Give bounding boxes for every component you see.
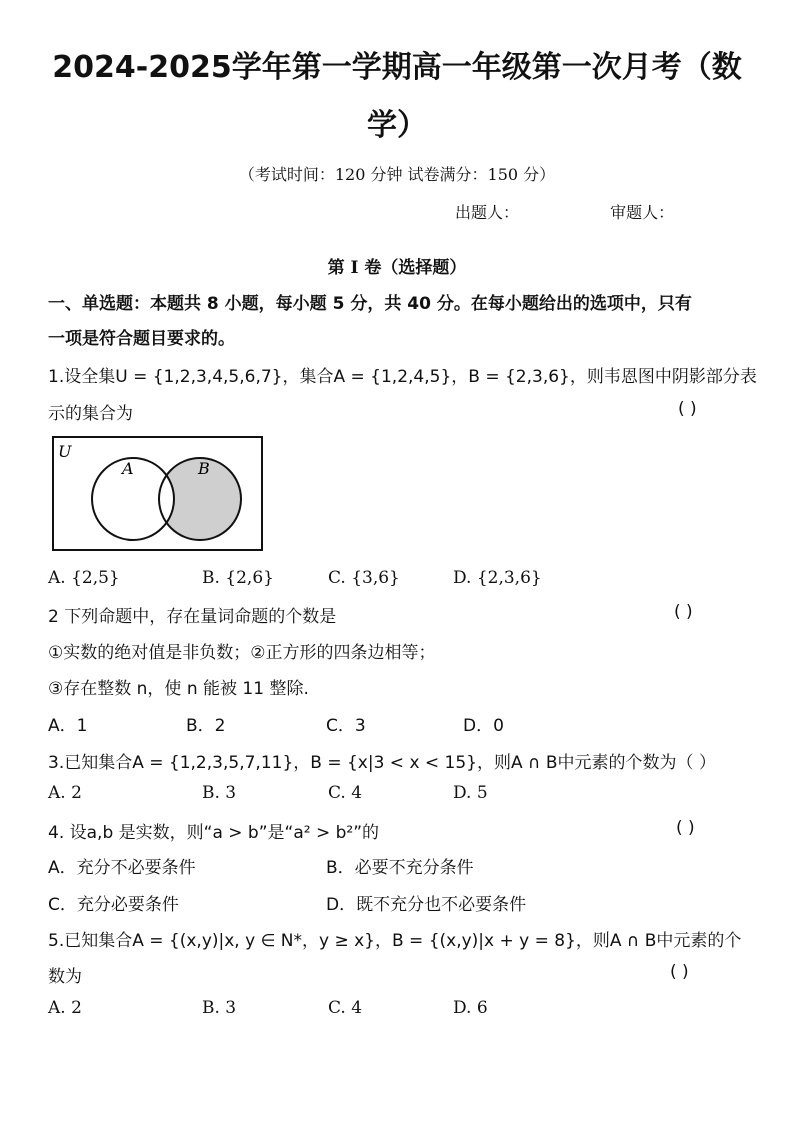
question-2-option-d[interactable]: D．0 (463, 716, 504, 736)
section-instruction-line1: 一、单选题：本题共 8 小题，每小题 5 分，共 40 分。在每小题给出的选项中，只有 (48, 294, 692, 314)
question-5-option-d[interactable]: D. 6 (453, 998, 488, 1018)
exam-title-line1: 2024-2025学年第一学期高一年级第一次月考（数 (52, 50, 742, 85)
venn-diagram (52, 436, 264, 552)
exam-title-line2: 学） (367, 108, 427, 143)
question-2-option-b[interactable]: B．2 (186, 716, 226, 736)
question-5-option-a[interactable]: A. 2 (48, 998, 82, 1018)
question-2-text-line2: ①实数的绝对值是非负数；②正方形的四条边相等； (48, 643, 436, 663)
question-2-text-line1: 2 下列命题中，存在量词命题的个数是 (48, 607, 337, 627)
question-1-answer-paren: ( ) (678, 399, 697, 419)
question-3-option-c[interactable]: C. 4 (328, 783, 363, 803)
question-3-option-d[interactable]: D. 5 (453, 783, 488, 803)
set-a-label: A (122, 459, 134, 478)
question-2-answer-paren: ( ) (674, 602, 693, 622)
question-4-text-line1: 4. 设a,b 是实数，则“a > b”是“a² > b²”的 (48, 823, 380, 843)
question-2-option-a[interactable]: A．1 (48, 716, 88, 736)
question-5-text-line2: 数为 (48, 967, 82, 987)
question-1-text-line2: 示的集合为 (48, 404, 133, 424)
question-1-option-c[interactable]: C. {3,6} (328, 568, 400, 588)
question-1-option-d[interactable]: D. {2,3,6} (453, 568, 542, 588)
question-1-text-line1: 1.设全集U = {1,2,3,4,5,6,7}，集合A = {1,2,4,5}，B = {2,3,6}，则韦恩图中阴影部分表 (48, 367, 757, 387)
question-1-option-b[interactable]: B. {2,6} (202, 568, 274, 588)
question-5-option-b[interactable]: B. 3 (202, 998, 237, 1018)
question-5-text-line1: 5.已知集合A = {(x,y)|x, y ∈ N*，y ≥ x}，B = {(x,y)|x + y = 8}，则A ∩ B中元素的个 (48, 931, 742, 951)
question-2-text-line3: ③存在整数 n，使 n 能被 11 整除. (48, 679, 309, 699)
question-3-text-line1: 3.已知集合A = {1,2,3,5,7,11}，B = {x|3 < x < 15}，则A ∩ B中元素的个数为（ ） (48, 753, 716, 773)
question-1-option-a[interactable]: A. {2,5} (48, 568, 120, 588)
section-title: 第 I 卷（选择题） (327, 258, 467, 278)
question-3-option-a[interactable]: A. 2 (48, 783, 82, 803)
question-4-option-b[interactable]: B．必要不充分条件 (326, 858, 474, 878)
section-instruction-line2: 一项是符合题目要求的。 (48, 329, 235, 349)
question-2-option-c[interactable]: C．3 (326, 716, 366, 736)
reviewer-label: 审题人： (610, 203, 675, 222)
universe-label: U (58, 442, 72, 461)
question-4-option-d[interactable]: D．既不充分也不必要条件 (326, 895, 527, 915)
author-label: 出题人： (455, 203, 520, 222)
signers-row (455, 200, 674, 223)
question-4-option-c[interactable]: C．充分必要条件 (48, 895, 179, 915)
set-b-label: B (198, 459, 210, 478)
question-4-option-a[interactable]: A．充分不必要条件 (48, 858, 196, 878)
question-4-answer-paren: ( ) (676, 818, 695, 838)
question-5-option-c[interactable]: C. 4 (328, 998, 363, 1018)
question-3-option-b[interactable]: B. 3 (202, 783, 237, 803)
exam-info: （考试时间：120 分钟 试卷满分：150 分） (238, 165, 556, 184)
question-5-answer-paren: ( ) (670, 962, 689, 982)
